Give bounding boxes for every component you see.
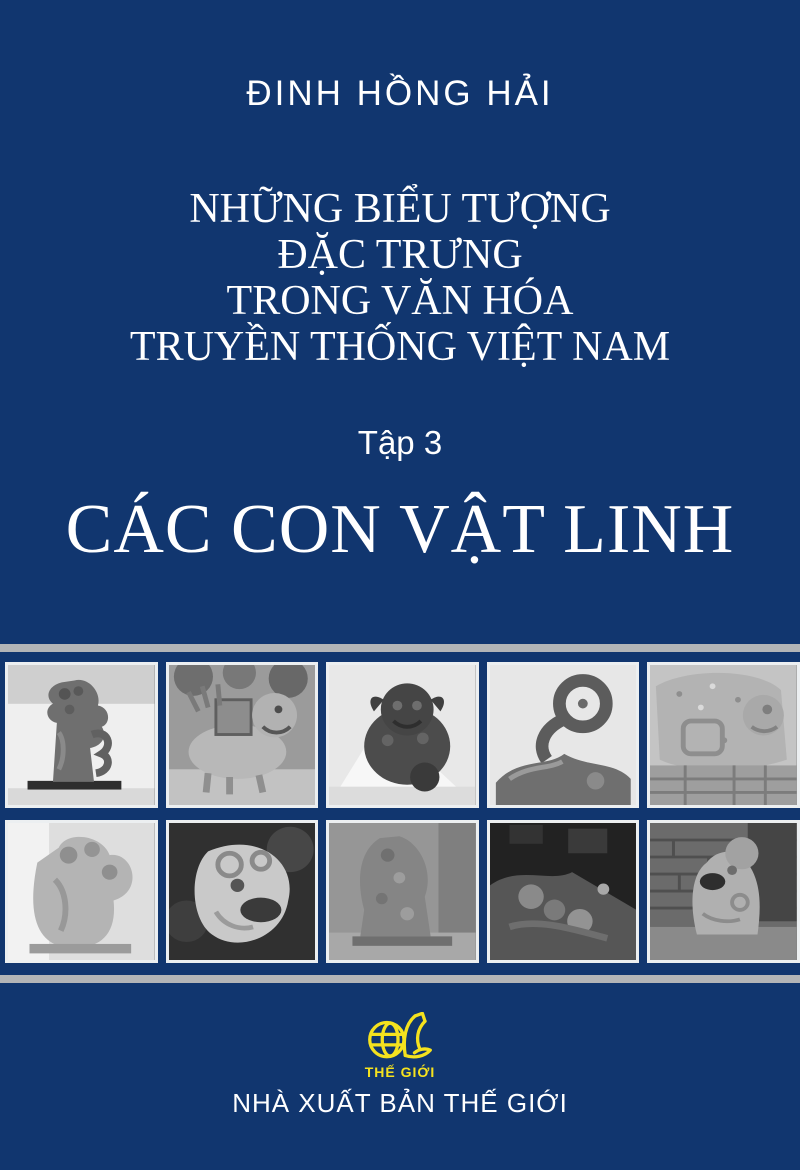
photo-statue-2 [166, 662, 319, 808]
series-title-line-4: TRUYỀN THỐNG VIỆT NAM [129, 324, 671, 370]
main-title: CÁC CON VẬT LINH [65, 491, 735, 568]
series-title-line-2: ĐẶC TRƯNG [277, 232, 523, 278]
globe-dove-icon [366, 1012, 434, 1062]
divider-bottom [0, 975, 800, 983]
publisher-block [0, 1012, 800, 1119]
photo-statue-8 [326, 820, 479, 963]
photo-statue-6 [5, 820, 158, 963]
photo-statue-3 [326, 662, 479, 808]
photo-grid [5, 662, 800, 963]
publisher-logo-text: THẾ GIỚI [364, 1064, 436, 1080]
divider-top [0, 644, 800, 652]
volume-label: Tập 3 [357, 424, 443, 461]
photo-statue-7 [166, 820, 319, 963]
photo-statue-5 [647, 662, 800, 808]
photo-statue-1 [5, 662, 158, 808]
photo-statue-9 [487, 820, 640, 963]
series-title [0, 186, 800, 370]
photo-statue-10 [647, 820, 800, 963]
author-name: ĐINH HỒNG HẢI [246, 74, 554, 113]
photo-statue-4 [487, 662, 640, 808]
publisher-name: NHÀ XUẤT BẢN THẾ GIỚI [232, 1088, 568, 1118]
series-title-line-3: TRONG VĂN HÓA [226, 278, 574, 324]
series-title-line-1: NHỮNG BIỂU TƯỢNG [189, 186, 611, 232]
